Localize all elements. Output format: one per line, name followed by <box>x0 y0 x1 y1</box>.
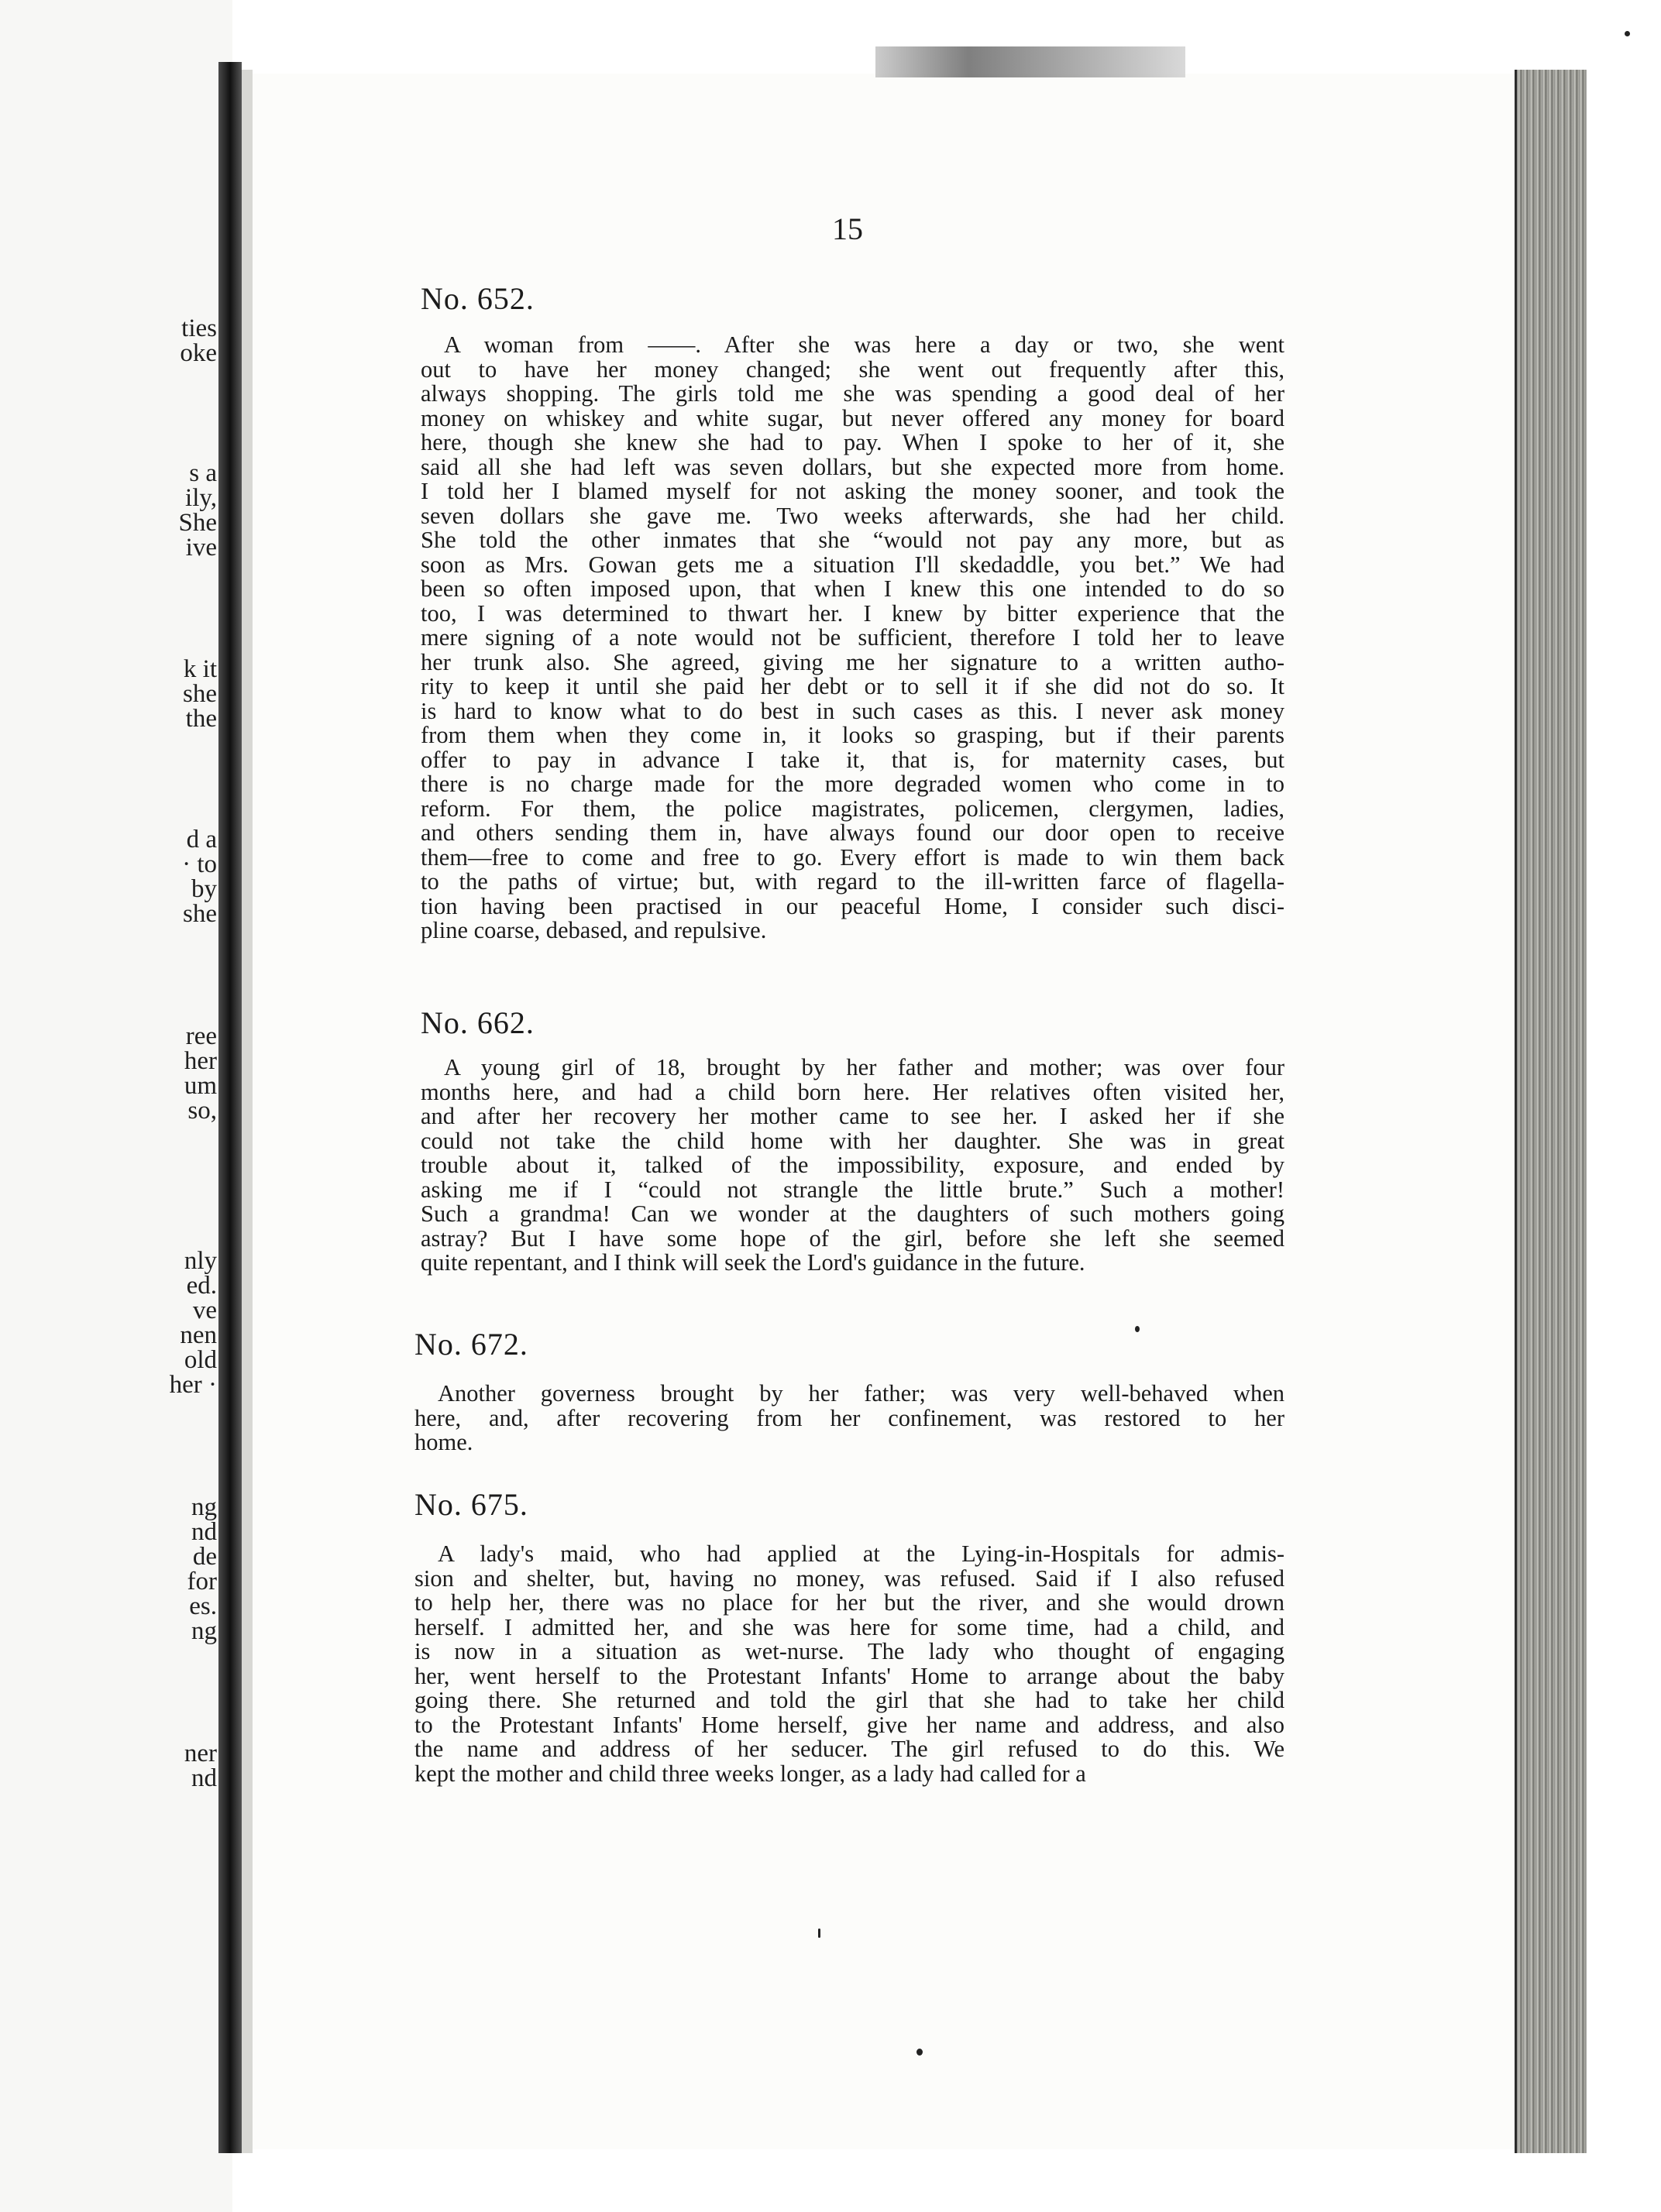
text-line: here, and, after recovering from her confinement, was restored to her <box>414 1404 1284 1431</box>
text-line: to help her, there was no place for her but the river, and she would drown <box>414 1589 1284 1616</box>
text-line: out to have her money changed; she went out frequently after this, <box>421 356 1284 383</box>
entry-672 <box>414 1326 1284 1455</box>
facing-page-fragment: She <box>178 509 217 537</box>
entry-text <box>414 1542 1284 1786</box>
entry-652 <box>421 280 1284 943</box>
ink-speck <box>1625 31 1630 36</box>
text-line: is now in a situation as wet-nurse. The lady who thought of engaging <box>414 1638 1284 1664</box>
facing-page-fragment: s a <box>189 459 217 487</box>
text-line: said all she had left was seven dollars, but she expected more from home. <box>421 453 1284 480</box>
facing-page-fragment: nd <box>191 1764 217 1792</box>
text-line: Another governess brought by her father; was very well-behaved when <box>438 1380 1284 1407</box>
entry-text <box>421 333 1284 943</box>
text-line: and after her recovery her mother came to see her. I asked her if she <box>421 1103 1284 1129</box>
text-line: too, I was determined to thwart her. I knew by bitter experience that the <box>421 599 1284 627</box>
text-line: always shopping. The girls told me she was spending a good deal of her <box>421 380 1284 407</box>
text-line: there is no charge made for the more degraded women who come in to <box>421 771 1284 797</box>
facing-page-fragment: de <box>192 1543 217 1571</box>
text-line: A lady's maid, who had applied at the Lying-in-Hospitals for admis- <box>438 1540 1284 1567</box>
entry-675 <box>414 1486 1284 1786</box>
text-line: sion and shelter, but, having no money, was refused. Said if I also refused <box>414 1565 1284 1592</box>
text-line: to the Protestant Infants' Home herself, give her name and address, and also <box>414 1711 1284 1738</box>
text-line: could not take the child home with her daughter. She was in great <box>421 1127 1284 1154</box>
text-line: A woman from ——. After she was here a day or two, she went <box>444 331 1284 358</box>
text-line: going there. She returned and told the girl that she had to take her child <box>414 1687 1284 1713</box>
facing-page-fragment: · to <box>182 850 217 878</box>
facing-page-fragment: she <box>183 680 217 708</box>
text-line: kept the mother and child three weeks longer, as a lady had called for a <box>414 1760 1086 1787</box>
text-line: here, though she knew she had to pay. When I spoke to her of it, she <box>421 429 1284 455</box>
page-top-edge-shadow <box>875 46 1185 77</box>
text-line: months here, and had a child born here. Her relatives often visited her, <box>421 1078 1284 1105</box>
facing-page-fragment: ily, <box>185 484 217 512</box>
text-line: is hard to know what to do best in such cases as this. I never ask money <box>421 697 1284 724</box>
text-line: been so often imposed upon, that when I knew this one intended to do so <box>421 575 1284 602</box>
text-line: rity to keep it until she paid her debt or to sell it if she did not do so. It <box>421 673 1284 699</box>
text-line: She told the other inmates that she “would not pay any more, but as <box>421 527 1284 553</box>
facing-page-fragment: the <box>185 705 217 733</box>
facing-page-fragment: she <box>183 900 217 928</box>
entry-heading: No. 672. <box>414 1327 528 1362</box>
text-line: A young girl of 18, brought by her father and mother; was over four <box>444 1054 1284 1080</box>
facing-page-fragment: nd <box>191 1518 217 1546</box>
entry-text <box>421 1056 1284 1276</box>
text-line: pline coarse, debased, and repulsive. <box>421 917 767 943</box>
facing-page-fragment: ng <box>191 1493 217 1521</box>
entry-heading: No. 662. <box>421 1005 535 1040</box>
text-line: her trunk also. She agreed, giving me her signature to a written autho- <box>421 648 1284 675</box>
text-line: asking me if I “could not strangle the little brute.” Such a mother! <box>421 1176 1284 1203</box>
text-line: and others sending them in, have always found our door open to receive <box>421 819 1284 846</box>
text-line: her, went herself to the Protestant Infants' Home to arrange about the baby <box>414 1662 1284 1689</box>
text-line: quite repentant, and I think will seek the Lord's guidance in the future. <box>421 1249 1085 1276</box>
facing-page-fragment: d a <box>186 826 217 854</box>
facing-page-fragment: nly <box>184 1247 217 1275</box>
facing-page-fragment: her · <box>169 1371 217 1399</box>
text-line: offer to pay in advance I take it, that is, for maternity cases, but <box>421 746 1284 773</box>
facing-page-fragment: oke <box>180 339 217 367</box>
ink-speck <box>1135 1326 1140 1332</box>
page-number: 15 <box>832 211 863 246</box>
binding-shadow <box>218 62 242 2153</box>
facing-page-fragment: es. <box>189 1592 217 1620</box>
ink-speck <box>916 2049 923 2056</box>
facing-page-fragment: ed. <box>186 1272 217 1300</box>
text-line: home. <box>414 1429 473 1455</box>
facing-page-fragment: old <box>184 1346 217 1374</box>
text-line: I told her I blamed myself for not asking the money sooner, and took the <box>421 478 1284 504</box>
entry-heading: No. 652. <box>421 281 535 316</box>
facing-page-fragment: k it <box>183 655 217 683</box>
text-line: from them when they come in, it looks so grasping, but if their parents <box>421 722 1284 748</box>
entry-text <box>414 1382 1284 1455</box>
facing-page-fragment: ree <box>185 1022 217 1050</box>
text-line: Such a grandma! Can we wonder at the daughters of such mothers going <box>421 1200 1284 1227</box>
facing-page-fragment: ve <box>192 1297 217 1324</box>
text-line: astray? But I have some hope of the girl, before she left she seemed <box>421 1224 1284 1252</box>
ink-speck <box>818 1929 820 1938</box>
page-stack-edge <box>1515 70 1587 2153</box>
gutter <box>242 70 253 2153</box>
facing-page-fragment: by <box>191 875 217 903</box>
text-line: mere signing of a note would not be sufficient, therefore I told her to leave <box>421 624 1284 651</box>
facing-page-fragment: for <box>187 1568 217 1595</box>
facing-page-fragment: ng <box>191 1617 217 1645</box>
text-line: soon as Mrs. Gowan gets me a situation I'll skedaddle, you bet.” We had <box>421 551 1284 578</box>
text-line: herself. I admitted her, and she was here for some time, had a child, and <box>414 1613 1284 1640</box>
facing-page-fragment: ive <box>185 534 217 562</box>
text-line: reform. For them, the police magistrates, policemen, clergymen, ladies, <box>421 795 1284 822</box>
facing-page-fragment: ner <box>184 1740 217 1767</box>
facing-page-fragment: so, <box>187 1097 217 1125</box>
facing-page-fragment: her <box>184 1047 217 1075</box>
text-line: money on whiskey and white sugar, but never offered any money for board <box>421 404 1284 431</box>
entry-heading: No. 675. <box>414 1487 528 1522</box>
text-line: trouble about it, talked of the impossibility, exposure, and ended by <box>421 1152 1284 1178</box>
facing-page-fragment: ties <box>181 314 217 342</box>
text-line: seven dollars she gave me. Two weeks afterwards, she had her child. <box>421 502 1284 529</box>
facing-page-fragment: um <box>184 1072 217 1100</box>
text-line: the name and address of her seducer. The girl refused to do this. We <box>414 1736 1284 1762</box>
text-line: to the paths of virtue; but, with regard to the ill-written farce of flagella- <box>421 868 1284 895</box>
entry-662 <box>421 1005 1284 1276</box>
text-line: them—free to come and free to go. Every effort is made to win them back <box>421 843 1284 871</box>
facing-page-fragment: nen <box>180 1321 217 1349</box>
text-line: tion having been practised in our peaceful Home, I consider such disci- <box>421 892 1284 919</box>
